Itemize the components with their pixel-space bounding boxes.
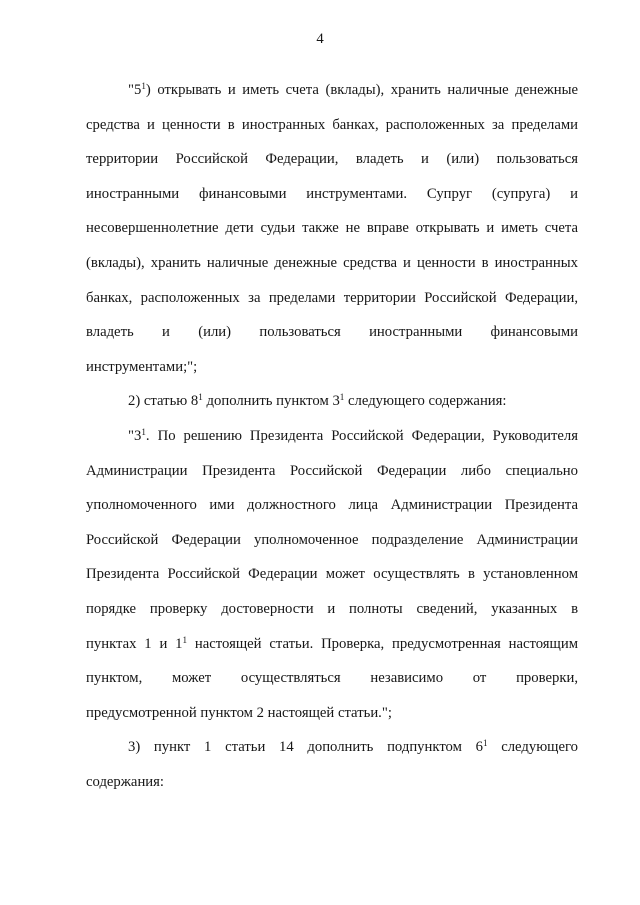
superscript: 1 bbox=[482, 738, 488, 749]
superscript: 1 bbox=[339, 392, 345, 403]
text-line: пунктах 1 и $1^1$ настоящей статьи. Проверка, предусмотренная настоящим bbox=[86, 634, 578, 652]
text-line: Администрации Президента Российской Федерации либо специально bbox=[86, 462, 578, 479]
text-line: уполномоченного ими должностного лица Администрации Президента bbox=[86, 497, 578, 514]
text-line: "$5^1$) открывать и иметь счета (вклады), хранить наличные денежные bbox=[128, 81, 578, 98]
superscript: 1 bbox=[182, 634, 188, 645]
text-line: владеть и (или) пользоваться иностранными финансовыми bbox=[86, 324, 578, 341]
text-line: Президента Российской Федерации может осуществлять в установленном bbox=[86, 566, 578, 583]
text-line: "$3^1$. По решению Президента Российской Федерации, Руководителя bbox=[128, 426, 578, 444]
text-line: средства и ценности в иностранных банках, расположенных за пределами bbox=[86, 116, 578, 133]
text-line: пунктом, может осуществляться независимо от проверки, bbox=[86, 670, 578, 687]
text-line: содержания: bbox=[86, 773, 164, 790]
text-line: предусмотренной пунктом 2 настоящей статьи."; bbox=[86, 704, 392, 721]
text-line: территории Российской Федерации, владеть и (или) пользоваться bbox=[86, 151, 578, 168]
text-line: несовершеннолетние дети судьи также не вправе открывать и иметь счета bbox=[86, 220, 578, 237]
text-line: инструментами;"; bbox=[86, 358, 198, 375]
paragraph bbox=[86, 73, 578, 384]
superscript: 1 bbox=[141, 426, 146, 437]
document-body bbox=[86, 73, 578, 799]
paragraph bbox=[86, 384, 578, 419]
text-line: порядке проверку достоверности и полноты сведений, указанных в bbox=[86, 600, 578, 617]
text-line: 3) пункт 1 статьи 14 дополнить подпунктом $6^1$ следующего bbox=[128, 738, 578, 756]
text-line: иностранными финансовыми инструментами. Супруг (супруга) и bbox=[86, 185, 578, 202]
text-line: (вклады), хранить наличные денежные средства и ценности в иностранных bbox=[86, 254, 578, 271]
paragraph bbox=[86, 730, 578, 799]
page-number: 4 bbox=[316, 31, 324, 47]
superscript: 1 bbox=[198, 392, 203, 403]
paragraph bbox=[86, 419, 578, 730]
text-line: 2) статью $8^1$ дополнить пунктом $3^1$ следующего содержания: bbox=[128, 392, 507, 410]
superscript: 1 bbox=[141, 81, 146, 91]
text-line: банках, расположенных за пределами территории Российской Федерации, bbox=[86, 289, 578, 306]
text-line: Российской Федерации уполномоченное подразделение Администрации bbox=[86, 531, 578, 548]
